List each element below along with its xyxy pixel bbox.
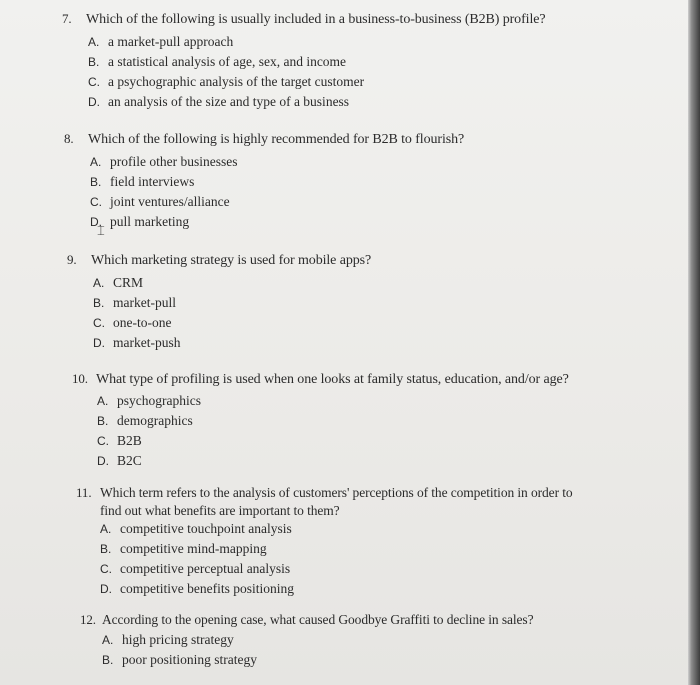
option-letter: C. [100, 562, 112, 576]
question-stem [80, 612, 533, 628]
question-10 [72, 371, 569, 468]
option-letter: B. [88, 55, 100, 69]
option-text: joint ventures/alliance [110, 194, 230, 209]
question-12 [80, 612, 533, 668]
option-a[interactable] [93, 273, 397, 293]
option-letter: D. [97, 454, 109, 468]
option-b[interactable] [90, 172, 490, 192]
option-letter: A. [100, 522, 112, 536]
option-text: poor positioning strategy [122, 652, 257, 667]
option-letter: B. [93, 296, 105, 310]
question-number: 7. [62, 11, 72, 26]
option-letter: C. [97, 434, 109, 448]
question-11 [76, 485, 573, 597]
option-letter: C. [90, 195, 102, 209]
question-text-continued: find out what benefits are important to them? [100, 503, 340, 518]
question-stem [62, 11, 545, 28]
option-text: B2B [117, 433, 142, 448]
option-text: profile other businesses [110, 154, 238, 169]
option-letter: A. [97, 394, 109, 408]
option-text: a statistical analysis of age, sex, and income [108, 54, 347, 69]
option-a[interactable] [90, 152, 490, 172]
question-7 [62, 11, 545, 108]
question-stem [64, 131, 464, 148]
question-stem [72, 371, 569, 388]
option-letter: A. [102, 633, 114, 647]
option-text: one-to-one [113, 315, 172, 330]
option-letter: D. [88, 95, 100, 109]
option-text: psychographics [117, 393, 201, 408]
option-letter: A. [93, 276, 105, 290]
question-stem [67, 252, 371, 269]
question-number: 12. [80, 612, 96, 627]
question-number: 9. [67, 252, 77, 267]
option-d[interactable] [90, 212, 490, 238]
question-9 [67, 252, 371, 349]
question-text: What type of profiling is used when one looks at family status, education, and/or age? [96, 372, 569, 387]
option-b[interactable] [93, 293, 397, 313]
option-letter: C. [93, 316, 105, 330]
question-stem-continued [100, 503, 597, 519]
question-text: Which term refers to the analysis of customers' perceptions of the competition in order to [100, 485, 573, 500]
option-text: CRM [113, 275, 144, 290]
option-letter: D. [100, 582, 112, 596]
option-c[interactable] [97, 431, 594, 451]
option-letter: A. [90, 155, 102, 169]
option-text: B2C [117, 453, 142, 468]
question-text: According to the opening case, what caused Goodbye Graffiti to decline in sales? [102, 612, 534, 627]
option-b[interactable] [100, 539, 597, 559]
question-number: 10. [72, 371, 88, 386]
option-c[interactable] [100, 559, 597, 579]
option-b[interactable] [97, 411, 594, 431]
question-text: Which of the following is highly recommended for B2B to flourish? [88, 132, 465, 147]
option-text: competitive touchpoint analysis [120, 521, 292, 536]
option-text: competitive perceptual analysis [120, 561, 291, 576]
option-text: a psychographic analysis of the target customer [108, 74, 365, 89]
option-c[interactable] [88, 72, 571, 92]
question-text: Which marketing strategy is used for mobile apps? [91, 253, 372, 268]
question-number: 8. [64, 131, 74, 146]
option-a[interactable] [97, 391, 594, 411]
question-stem [76, 485, 573, 501]
option-text: high pricing strategy [122, 632, 234, 647]
question-number: 11. [76, 485, 92, 500]
option-letter: B. [100, 542, 112, 556]
question-text: Which of the following is usually included in a business-to-business (B2B) profile? [86, 12, 546, 27]
option-letter: D. [90, 215, 102, 229]
option-text: demographics [117, 413, 193, 428]
option-letter: B. [97, 414, 109, 428]
option-c[interactable] [93, 313, 397, 333]
option-text: market-pull [113, 295, 176, 310]
option-letter: A. [88, 35, 100, 49]
option-a[interactable] [100, 519, 597, 539]
option-d[interactable] [100, 579, 597, 599]
text-cursor-icon: ⌶ [97, 223, 105, 238]
option-b[interactable] [102, 650, 555, 670]
option-d[interactable] [97, 451, 594, 471]
question-8 [64, 131, 465, 238]
option-a[interactable] [102, 630, 555, 650]
option-d[interactable] [93, 333, 397, 353]
option-text: competitive benefits positioning [120, 581, 294, 596]
option-text: competitive mind-mapping [120, 541, 267, 556]
option-text: a market-pull approach [108, 34, 234, 49]
option-d[interactable] [88, 92, 571, 112]
option-c[interactable] [90, 192, 490, 212]
option-b[interactable] [88, 52, 571, 72]
page-edge-shadow [688, 0, 700, 685]
option-text: pull marketing [110, 214, 190, 229]
option-letter: D. [93, 336, 105, 350]
option-letter: B. [102, 653, 114, 667]
option-text: an analysis of the size and type of a business [108, 94, 350, 109]
option-letter: B. [90, 175, 102, 189]
option-text: market-push [113, 335, 181, 350]
option-letter: C. [88, 75, 100, 89]
option-text: field interviews [110, 174, 195, 189]
option-a[interactable] [88, 32, 571, 52]
